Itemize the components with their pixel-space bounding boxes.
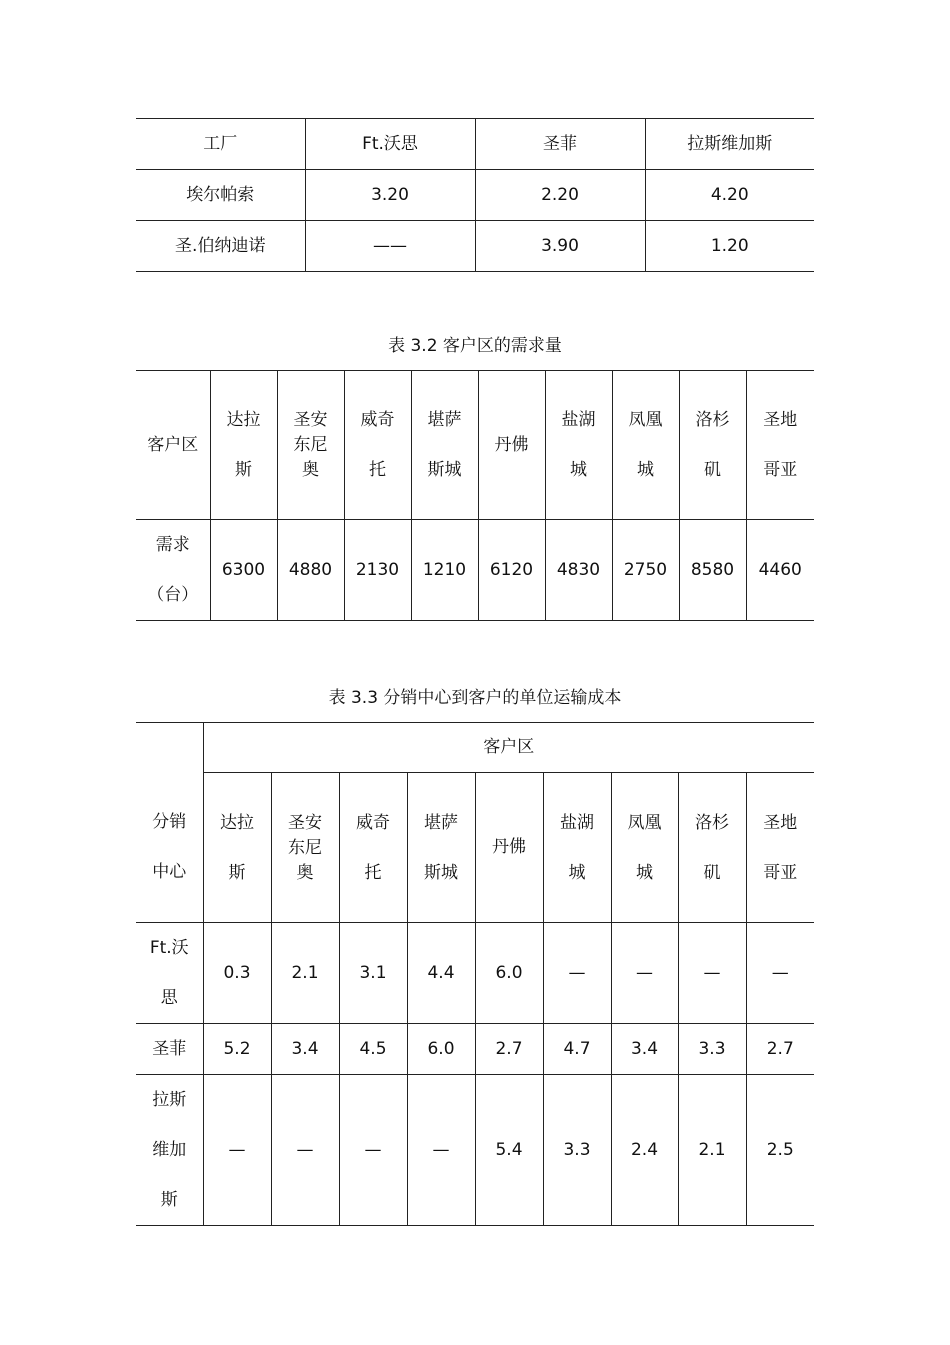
factory-cost-table [136,118,814,272]
table-cell: — [746,923,814,1024]
table-cell: 5.4 [475,1075,543,1226]
row-label: 圣.伯纳迪诺 [136,221,305,272]
table-cell: 4830 [545,520,612,621]
table-cell: 3.20 [305,170,475,221]
table-cell: 2.20 [475,170,645,221]
region-header: 盐湖 城 [543,773,611,923]
table-cell: 2.7 [475,1024,543,1075]
row-label: 需求 （台） [136,520,210,621]
table-cell: 3.90 [475,221,645,272]
region-header: 威奇 托 [339,773,407,923]
table-cell: 6300 [210,520,277,621]
table-cell: 3.4 [611,1024,678,1075]
table-row [136,170,814,221]
region-header: 洛杉 矶 [678,773,746,923]
table-cell: 8580 [679,520,746,621]
table-cell: 0.3 [203,923,271,1024]
table-cell: — [271,1075,339,1226]
table-cell: 2.5 [746,1075,814,1226]
table-cell: —— [305,221,475,272]
row-label: Ft.沃 思 [136,923,203,1024]
shipping-cost-table [136,722,814,1226]
table-cell: — [203,1075,271,1226]
region-header: 达拉 斯 [210,371,277,520]
table-cell: 2.7 [746,1024,814,1075]
table-cell: 6.0 [407,1024,475,1075]
header-cell: 圣菲 [475,119,645,170]
region-header: 圣安 东尼 奥 [277,371,344,520]
table-cell: — [611,923,678,1024]
table-cell: 4.4 [407,923,475,1024]
region-header: 洛杉 矶 [679,371,746,520]
table-cell: 6120 [478,520,545,621]
table-cell: 4.7 [543,1024,611,1075]
table-cell: 4880 [277,520,344,621]
table-cell: 3.1 [339,923,407,1024]
table-cell: 2.1 [271,923,339,1024]
table-cell: — [678,923,746,1024]
region-header: 威奇 托 [344,371,411,520]
demand-table [136,370,814,621]
header-cell: 工厂 [203,133,238,154]
corner-cell [136,723,203,773]
row-label: 埃尔帕索 [136,170,305,221]
table-cell: 3.4 [271,1024,339,1075]
table-cell: 6.0 [475,923,543,1024]
header-cell: Ft.沃思 [305,119,475,170]
table-header-row [136,371,814,520]
table-cell: 2.1 [678,1075,746,1226]
region-header: 凤凰 城 [612,371,679,520]
table-cell: — [339,1075,407,1226]
table-row [136,1075,814,1226]
table-cell: 4.20 [645,170,814,221]
table-cell: — [543,923,611,1024]
region-header: 达拉 斯 [203,773,271,923]
region-header: 圣安 东尼 奥 [271,773,339,923]
header-cell: 拉斯维加斯 [645,119,814,170]
table-cell: — [407,1075,475,1226]
row-header: 分销 中心 [152,812,187,883]
region-header: 堪萨 斯城 [411,371,478,520]
region-header: 盐湖 城 [545,371,612,520]
table-cell: 2750 [612,520,679,621]
table-cell: 3.3 [543,1075,611,1226]
region-header: 凤凰 城 [611,773,678,923]
table-cell: 1210 [411,520,478,621]
region-header: 圣地 哥亚 [746,773,814,923]
table-cell: 3.3 [678,1024,746,1075]
region-header: 丹佛 [475,773,543,923]
table-header-row [136,119,814,170]
region-header: 丹佛 [478,371,545,520]
table-cell: 5.2 [203,1024,271,1075]
group-header: 客户区 [203,723,814,773]
table-caption: 表 3.2 客户区的需求量 [388,336,562,356]
table-row [136,1024,814,1075]
row-label: 圣菲 [136,1024,203,1075]
row-label: 拉斯 维加 斯 [136,1075,203,1226]
region-header: 堪萨 斯城 [407,773,475,923]
table-cell: 2130 [344,520,411,621]
table-row [136,923,814,1024]
table-row [136,221,814,272]
row-label: 客户区 [147,434,199,455]
table-row [136,520,814,621]
table-caption: 表 3.3 分销中心到客户的单位运输成本 [328,688,622,708]
table-cell: 4460 [746,520,814,621]
table-cell: 4.5 [339,1024,407,1075]
table-cell: 1.20 [645,221,814,272]
region-header: 圣地 哥亚 [746,371,814,520]
group-header-row [136,723,814,773]
table-header-row [136,773,814,923]
table-cell: 2.4 [611,1075,678,1226]
